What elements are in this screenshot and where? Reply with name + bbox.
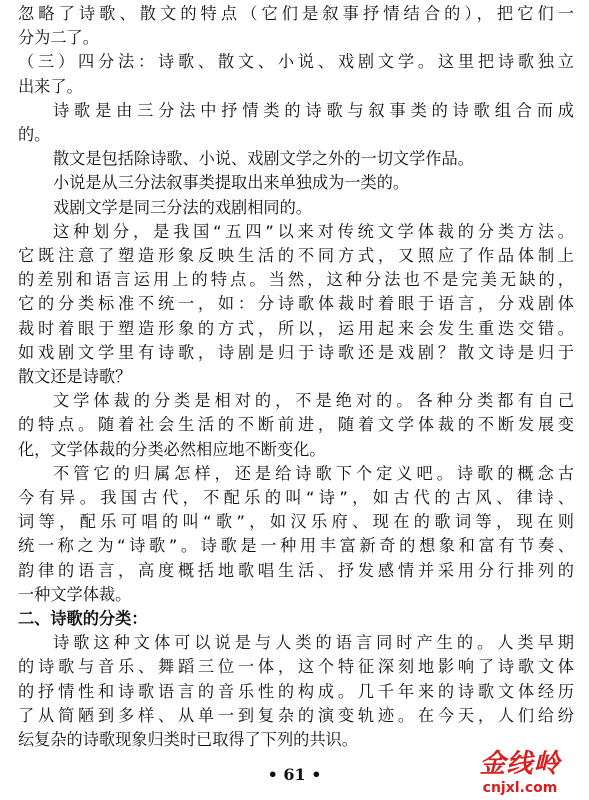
text-line: 的抒情性和诗歌语言的音乐性的构成。几千年来的诗歌文体经历 [18, 681, 574, 701]
text-line: 戏剧文学是同三分法的戏剧相同的。 [53, 197, 312, 217]
text-line: 诗歌这种文体可以说是与人类的语言同时产生的。人类早期 [53, 633, 574, 653]
text-line: 诗歌是由三分法中抒情类的诗歌与叙事类的诗歌组合而成 [53, 100, 574, 120]
text-line: 不管它的归属怎样，还是给诗歌下个定义吧。诗歌的概念古 [53, 463, 574, 483]
text-line: 的诗歌与音乐、舞蹈三位一体，这个特征深刻地影响了诗歌文体 [18, 657, 574, 677]
watermark-title: 金线岭 [479, 749, 561, 779]
text-line: 一种文学体裁。 [18, 584, 132, 604]
text-line: 裁时着眼于塑造形象的方式，所以，运用起来会发生重迭交错。 [18, 318, 574, 338]
text-line: 韵律的语言，高度概括地歌唱生活、抒发感情并采用分行排列的 [18, 560, 574, 580]
text-line: 纭复杂的诗歌现象归类时已取得了下列的共识。 [18, 730, 358, 749]
text-line: 化，文学体裁的分类必然相应地不断变化。 [18, 439, 326, 459]
section-heading-poetry-classification: 二、诗歌的分类： [18, 609, 148, 628]
text-line: 今有异。我国古代，不配乐的叫“诗”，如古代的古风、律诗、 [18, 488, 574, 507]
text-line: 它的分类标准不统一，如：分诗歌体裁时着眼于语言，分戏剧体 [18, 294, 574, 314]
text-line: 的特点。随着社会生活的不断前进，随着文学体裁的不断发展变 [18, 415, 574, 435]
text-line: 小说是从三分法叙事类提取出来单独成为一类的。 [53, 173, 410, 193]
text-line: 散文是包括除诗歌、小说、戏剧文学之外的一切文学作品。 [53, 149, 474, 169]
text-line: 的。 [18, 125, 51, 144]
text-line: 它既注意了塑造形象反映生活的不同方式，又照应了作品体制上 [18, 246, 574, 265]
text-line: 分为二了。 [18, 28, 99, 48]
text-line: 忽略了诗歌、散文的特点（它们是叙事抒情结合的），把它们一 [18, 4, 574, 23]
site-watermark-logo [456, 748, 584, 798]
page-number: • 61 • [267, 765, 322, 784]
section-heading-four-methods: （三）四分法：诗歌、散文、小说、戏剧文学。这里把诗歌独立 [18, 52, 574, 72]
text-line: 的差别和语言运用上的特点。当然，这种分法也不是完美无缺的， [18, 270, 574, 290]
text-line: 文学体裁的分类是相对的，不是绝对的。各种分类都有自己 [53, 391, 574, 411]
text-line: 散文还是诗歌？ [18, 367, 132, 386]
text-line: 了从简陋到多样、从单一到复杂的演变轨迹。在今天，人们给纷 [18, 705, 574, 725]
text-line: 统一称之为“诗歌”。诗歌是一种用丰富新奇的想象和富有节奏、 [18, 536, 574, 556]
text-line: 这种划分，是我国“五四”以来对传统文学体裁的分类方法。 [53, 221, 574, 241]
text-line: 出来了。 [18, 76, 83, 96]
text-line: 如戏剧文学里有诗歌，诗剧是归于诗歌还是戏剧？散文诗是归于 [18, 342, 574, 362]
text-line: 词等，配乐可唱的叫“歌”，如汉乐府、现在的歌词等，现在则 [18, 512, 574, 532]
watermark-url: cnjxl.com [482, 780, 558, 796]
